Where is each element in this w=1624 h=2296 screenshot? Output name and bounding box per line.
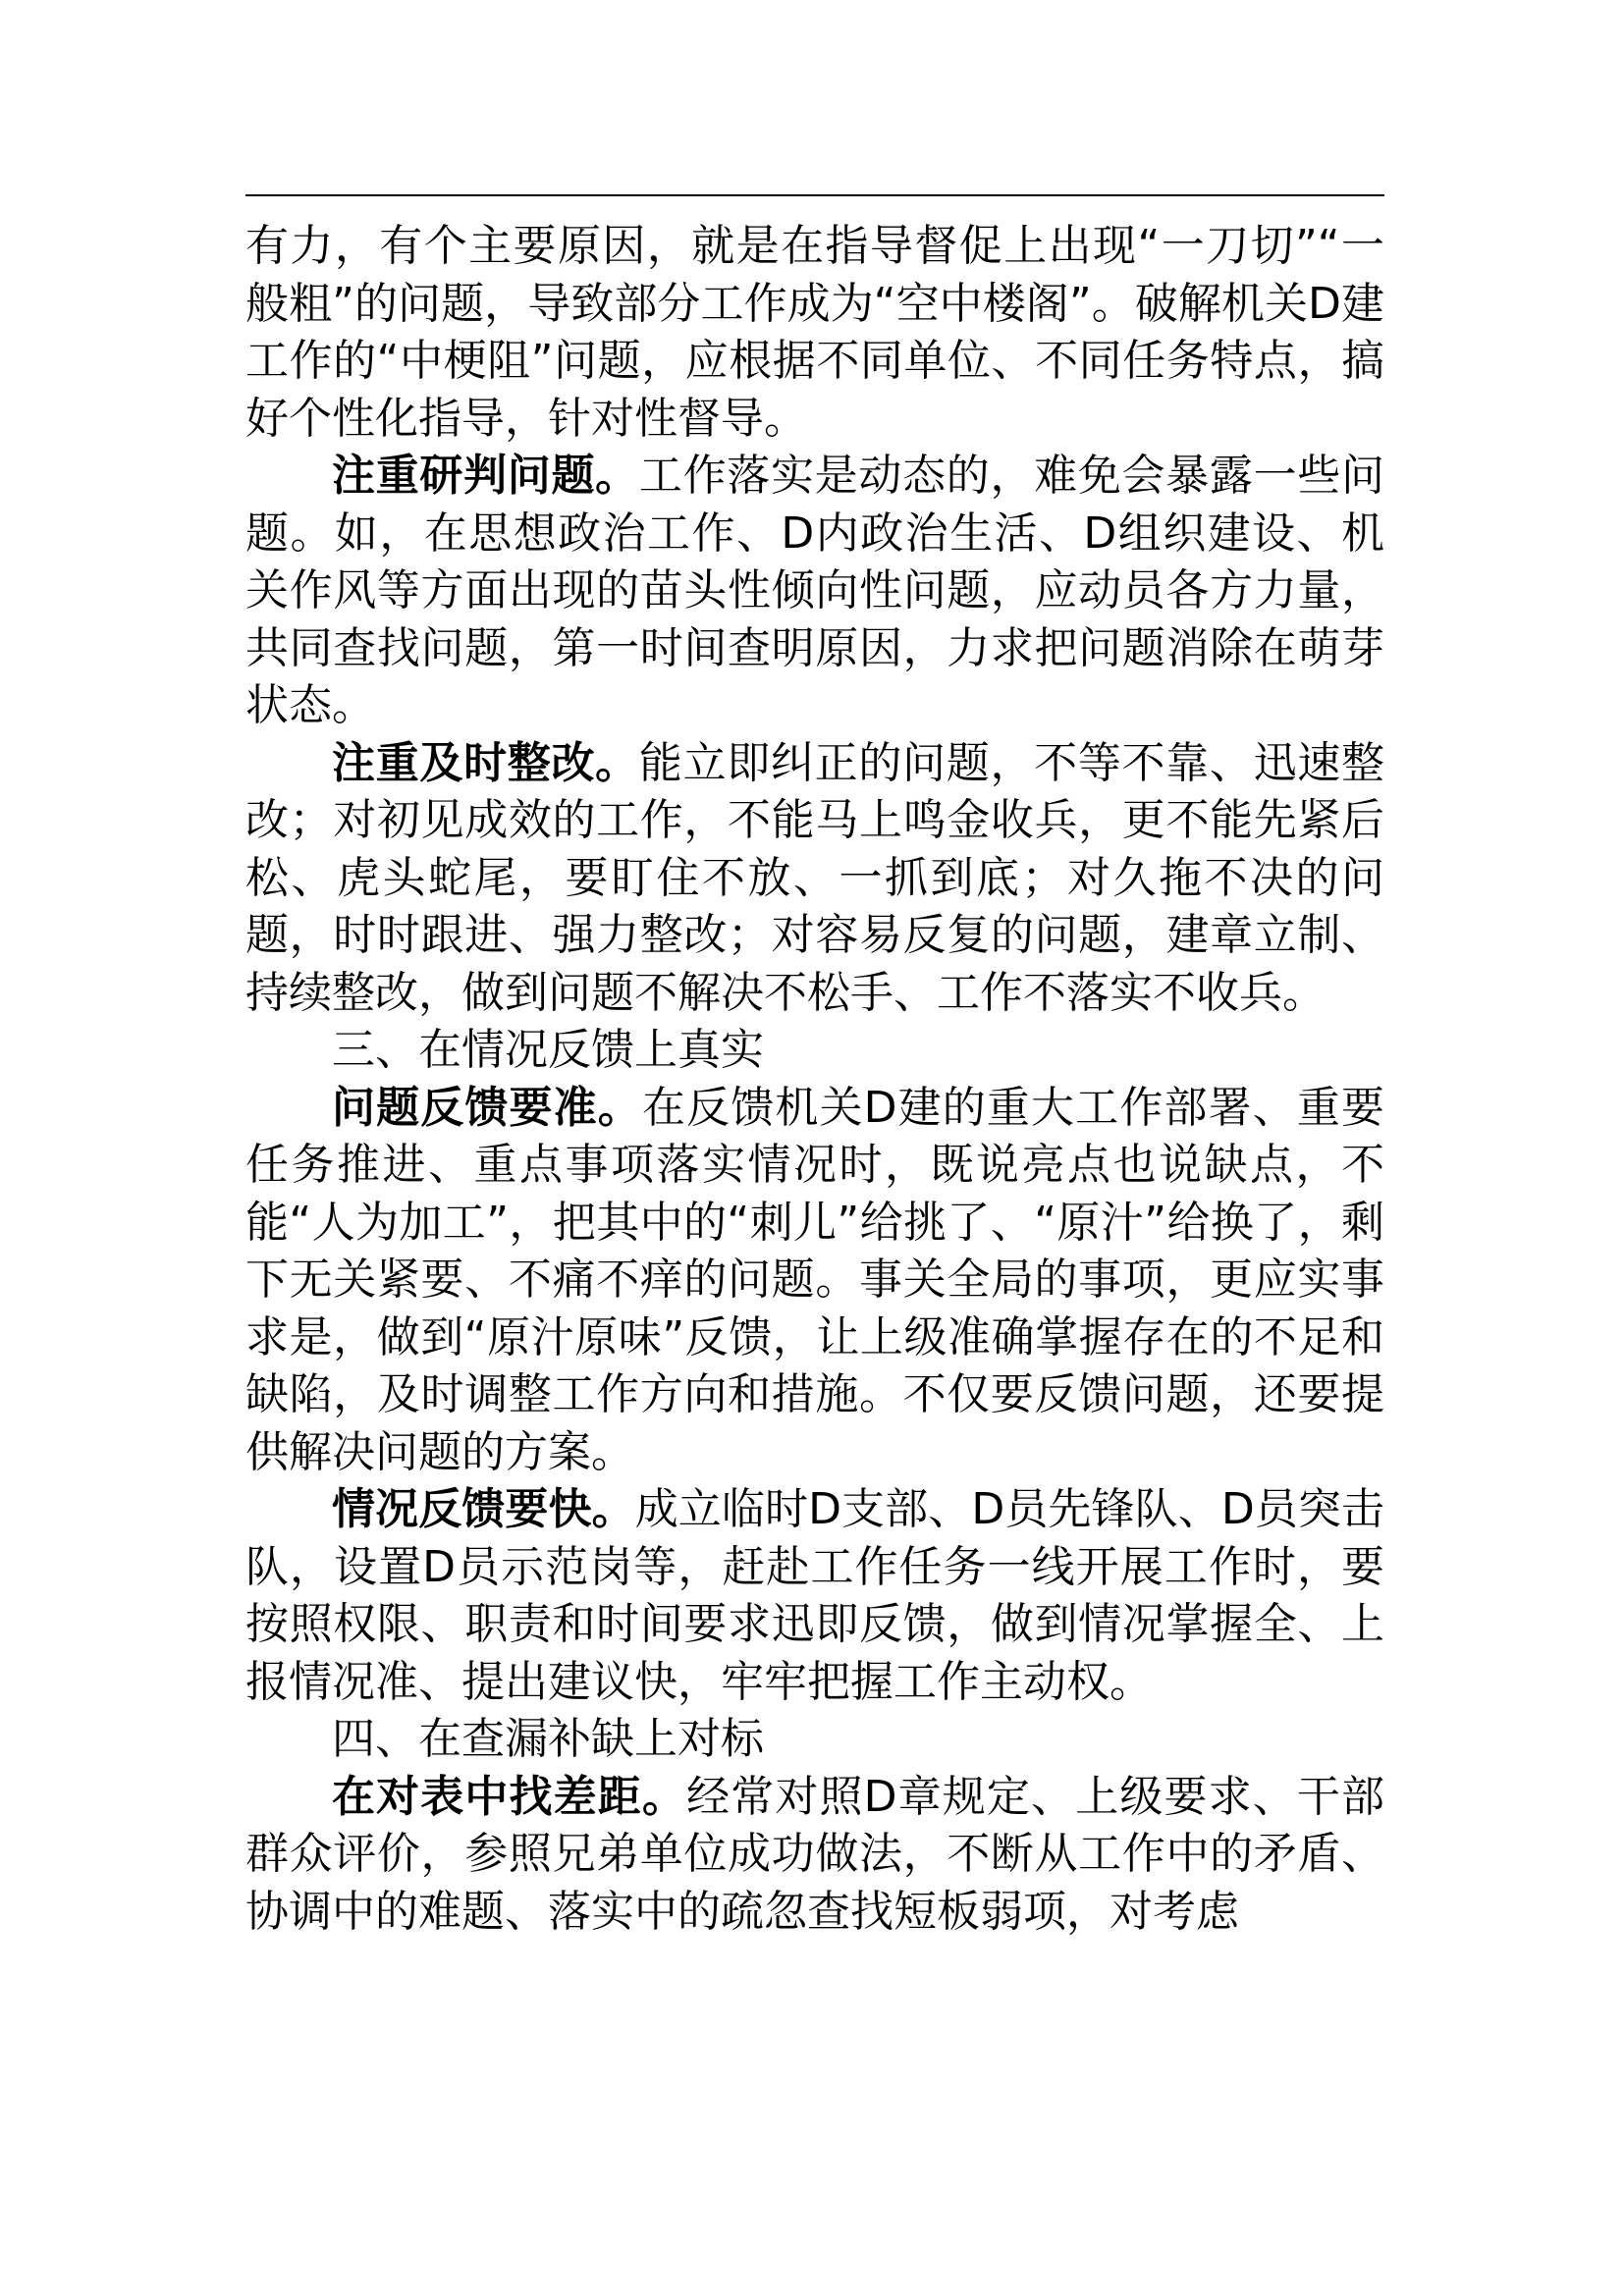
- section-heading-text: 三、在情况反馈上真实: [332, 1025, 764, 1075]
- paragraph-accurate-feedback: [245, 1080, 1384, 1482]
- paragraph-lead: 注重研判问题。: [332, 451, 639, 501]
- paragraph-text: 成立临时D支部、D员先锋队、D员突击队，设置D员示范岗等，赶赴工作任务一线开展工作时，要按照权限、职责和时间要求迅即反馈，做到情况掌握全、上报情况准、提出建议快，牢牢把握工作主动权。: [245, 1484, 1384, 1707]
- paragraph-lead: 情况反馈要快。: [332, 1484, 635, 1534]
- paragraph-lead: 注重及时整改。: [332, 737, 639, 788]
- paragraph-lead: 在对表中找差距。: [332, 1771, 687, 1822]
- paragraph-text: 在反馈机关D建的重大工作部署、重要任务推进、重点事项落实情况时，既说亮点也说缺点，不能“人为加工”，把其中的“刺儿”给挑了、“原汁”给换了，剩下无关紧要、不痛不痒的问题。事关全局的事项，更应实事求是，做到“原汁原味”反馈，让上级准确掌握存在的不足和缺陷，及时调整工作方向和措施。不仅要反馈问题，还要提供解决问题的方案。: [245, 1082, 1384, 1477]
- section-heading-3: [245, 1022, 1384, 1080]
- paragraph-timely-rectification: [245, 735, 1384, 1023]
- paragraph-text: 工作落实是动态的，难免会暴露一些问题。如，在思想政治工作、D内政治生活、D组织建设、机关作风等方面出现的苗头性倾向性问题，应动员各方力量，共同查找问题，第一时间查明原因，力求把问题消除在萌芽状态。: [245, 451, 1385, 730]
- paragraph-lead: 问题反馈要准。: [332, 1082, 642, 1133]
- paragraph-find-gaps: [245, 1769, 1384, 1942]
- paragraph-quick-feedback: [245, 1481, 1384, 1711]
- header-rule: [245, 194, 1384, 196]
- paragraph-text: 有力，有个主要原因，就是在指导督促上出现“一刀切”“一般粗”的问题，导致部分工作成为“空中楼阁”。破解机关D建工作的“中梗阻”问题，应根据不同单位、不同任务特点，搞好个性化指导，针对性督导。: [245, 221, 1384, 444]
- section-heading-text: 四、在查漏补缺上对标: [332, 1714, 764, 1764]
- paragraph-text: 经常对照D章规定、上级要求、干部群众评价，参照兄弟单位成功做法，不断从工作中的矛盾、协调中的难题、落实中的疏忽查找短板弱项，对考虑: [245, 1771, 1385, 1937]
- paragraph-research-problems: [245, 448, 1384, 735]
- document-body: [245, 218, 1384, 1941]
- section-heading-4: [245, 1711, 1384, 1769]
- paragraph-continuation: [245, 218, 1384, 448]
- paragraph-text: 能立即纠正的问题，不等不靠、迅速整改；对初见成效的工作，不能马上鸣金收兵，更不能先紧后松、虎头蛇尾，要盯住不放、一抓到底；对久拖不决的问题，时时跟进、强力整改；对容易反复的问题，建章立制、持续整改，做到问题不解决不松手、工作不落实不收兵。: [245, 737, 1385, 1018]
